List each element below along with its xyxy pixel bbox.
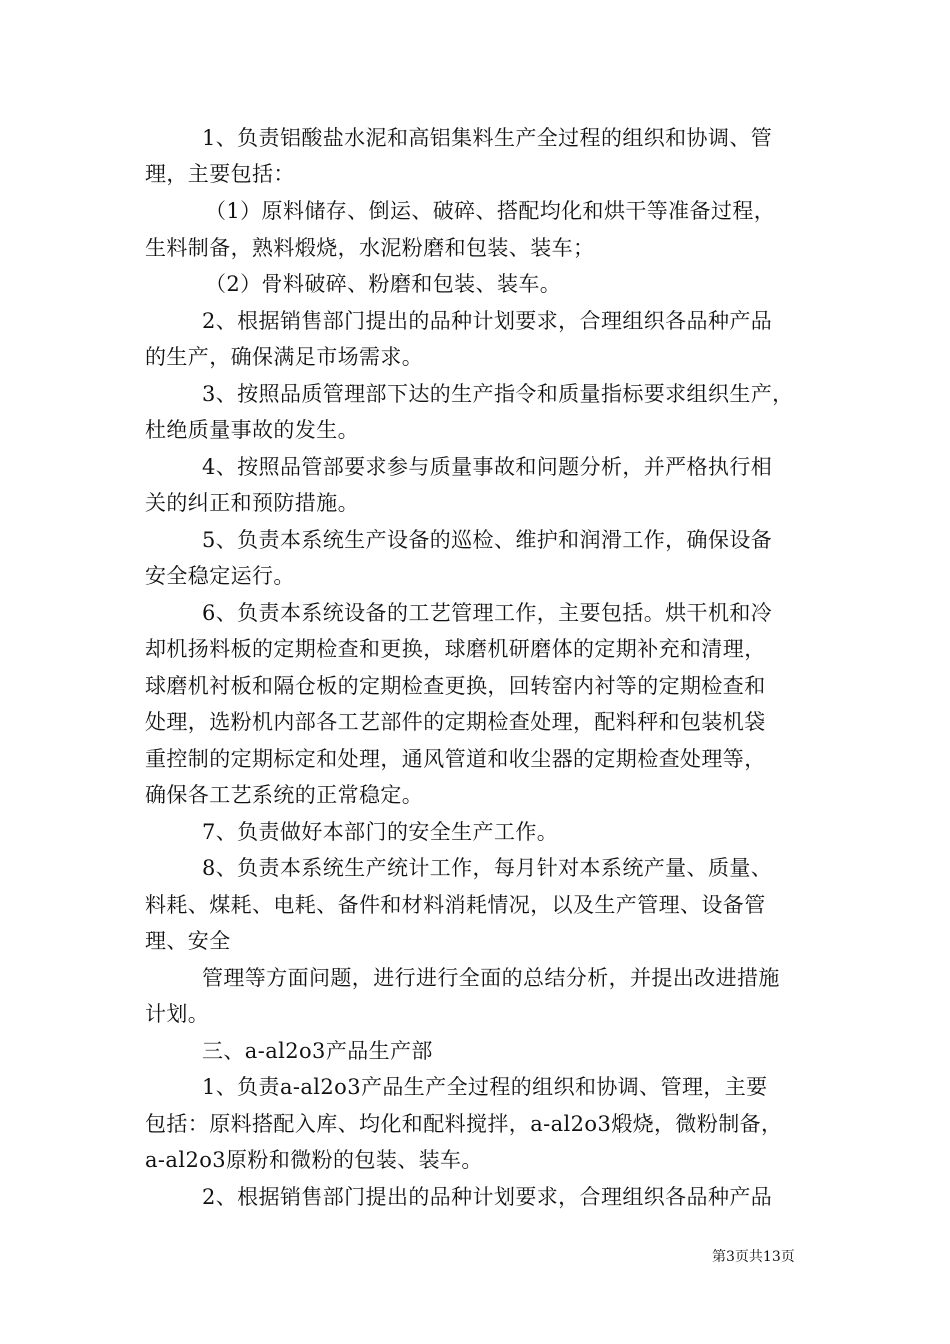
para-1-line-1: 1、负责铝酸盐水泥和高铝集料生产全过程的组织和协调、管: [202, 126, 773, 150]
para-2-line-2: 的生产，确保满足市场需求。: [145, 345, 424, 369]
para-10-line-1: 1、负责a-al2o3产品生产全过程的组织和协调、管理，主要: [202, 1075, 768, 1099]
para-6-line-3: 球磨机衬板和隔仓板的定期检查更换，回转窑内衬等的定期检查和: [145, 674, 766, 698]
para-5-line-2: 安全稳定运行。: [145, 564, 295, 588]
para-3-line-2: 杜绝质量事故的发生。: [145, 418, 359, 442]
para-2-line-1: 2、根据销售部门提出的品种计划要求，合理组织各品种产品: [202, 309, 773, 333]
para-3-line-1: 3、按照品质管理部下达的生产指令和质量指标要求组织生产，: [202, 382, 794, 406]
para-4-line-2: 关的纠正和预防措施。: [145, 491, 359, 515]
para-6-line-5: 重控制的定期标定和处理，通风管道和收尘器的定期检查处理等，: [145, 747, 766, 771]
para-6-line-1: 6、负责本系统设备的工艺管理工作，主要包括。烘干机和冷: [202, 601, 773, 625]
para-10-line-3: a-al2o3原粉和微粉的包装、装车。: [145, 1148, 483, 1172]
item-1-line-2: 生料制备，熟料煅烧，水泥粉磨和包装、装车；: [145, 236, 595, 260]
para-6-line-2: 却机扬料板的定期检查和更换，球磨机研磨体的定期补充和清理，: [145, 637, 766, 661]
para-1-line-2: 理，主要包括：: [145, 162, 295, 186]
para-9-line-1: 管理等方面问题，进行进行全面的总结分析，并提出改进措施: [202, 966, 780, 990]
para-5-line-1: 5、负责本系统生产设备的巡检、维护和润滑工作，确保设备: [202, 528, 773, 552]
para-10-line-2: 包括：原料搭配入库、均化和配料搅拌，a-al2o3煅烧，微粉制备，: [145, 1112, 783, 1136]
para-9-line-2: 计划。: [145, 1002, 210, 1026]
para-11-line-1: 2、根据销售部门提出的品种计划要求，合理组织各品种产品: [202, 1185, 773, 1209]
para-8-line-3: 理、安全: [145, 929, 231, 953]
para-6-line-6: 确保各工艺系统的正常稳定。: [145, 783, 424, 807]
page-number-footer: 第3页共13页: [712, 1249, 795, 1265]
para-4-line-1: 4、按照品管部要求参与质量事故和问题分析，并严格执行相: [202, 455, 773, 479]
para-8-line-2: 料耗、煤耗、电耗、备件和材料消耗情况，以及生产管理、设备管: [145, 893, 766, 917]
section-heading: 三、a-al2o3产品生产部: [202, 1039, 433, 1063]
item-2-line-1: （2）骨料破碎、粉磨和包装、装车。: [205, 272, 562, 296]
para-8-line-1: 8、负责本系统生产统计工作，每月针对本系统产量、质量、: [202, 856, 773, 880]
para-7-line-1: 7、负责做好本部门的安全生产工作。: [202, 820, 559, 844]
para-6-line-4: 处理，选粉机内部各工艺部件的定期检查处理，配料秤和包装机袋: [145, 710, 766, 734]
item-1-line-1: （1）原料储存、倒运、破碎、搭配均化和烘干等准备过程，: [205, 199, 776, 223]
